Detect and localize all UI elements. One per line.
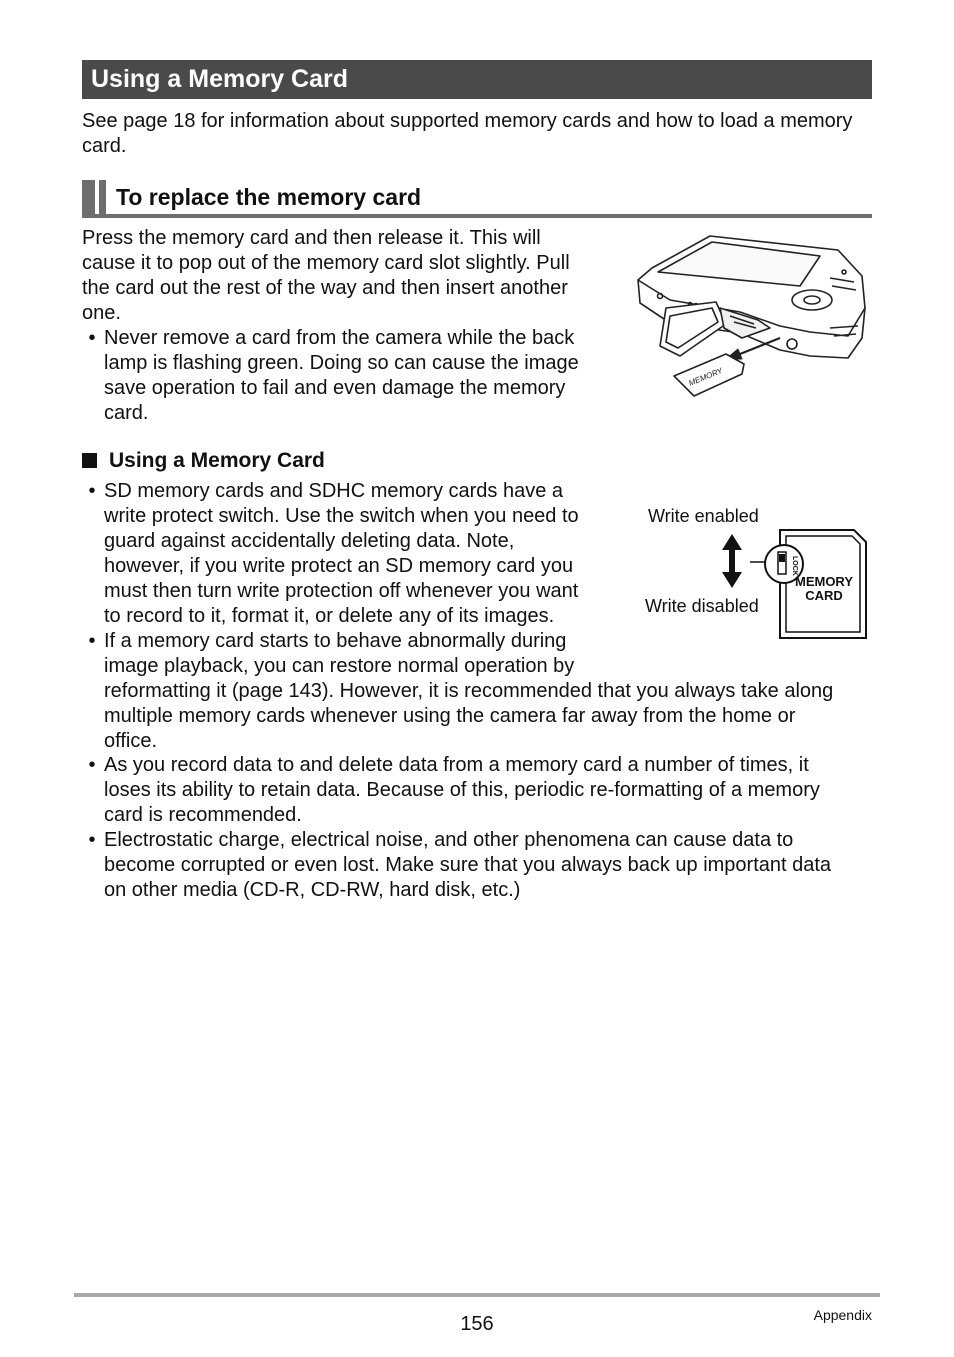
text-line: become corrupted or even lost. Make sure that you always back up important data — [104, 854, 832, 876]
subsection-title: To replace the memory card — [116, 184, 422, 210]
replace-paragraph — [82, 226, 607, 326]
bullet-item — [82, 479, 612, 631]
bullet-item — [82, 753, 872, 829]
text-line: the card out the rest of the way and then insert another — [82, 277, 568, 299]
section-title-bar — [82, 60, 872, 99]
text-line: reformatting it (page 143). However, it is recommended that you always take along — [104, 680, 834, 702]
write-disabled-label: Write disabled — [645, 596, 759, 616]
heading-marker-bar — [99, 180, 106, 215]
text-line: on other media (CD-R, CD-RW, hard disk, etc.) — [104, 879, 521, 901]
bullet-marker: • — [88, 480, 96, 502]
text-line: As you record data to and delete data from a memory card a number of times, it — [104, 754, 809, 776]
text-line: must then turn write protection off whenever you want — [104, 580, 579, 602]
intro-paragraph: See page 18 for information about supported memory cards and how to load a memory card. — [82, 110, 853, 157]
card-label: MEMORY — [687, 366, 724, 388]
bullet-marker: • — [88, 829, 96, 851]
usage-heading — [82, 448, 325, 474]
text-line: multiple memory cards whenever using the camera far away from the home or — [104, 705, 796, 727]
lock-label: LOCK — [791, 556, 798, 576]
card-label-line1: MEMORY — [794, 574, 854, 589]
text-line: If a memory card starts to behave abnormally during — [104, 630, 567, 652]
text-line: card. — [104, 402, 149, 424]
text-line: card is recommended. — [104, 804, 302, 826]
heading-marker-bar — [82, 180, 95, 215]
text-line: however, if you write protect an SD memory card you — [104, 555, 574, 577]
text-line: save operation to fail and even damage the memory — [104, 377, 566, 399]
text-line: write protect switch. Use the switch when you need to — [104, 505, 579, 527]
card-label-line2: CARD — [805, 588, 843, 603]
page-number: 156 — [460, 1313, 494, 1335]
text-line: one. — [82, 302, 121, 324]
text-line: guard against accidentally deleting data. Note, — [104, 530, 515, 552]
square-bullet-icon — [82, 453, 97, 468]
text-line: to record to it, format it, or delete any of its images. — [104, 605, 555, 627]
double-arrow-icon — [722, 534, 742, 588]
text-line: cause it to pop out of the memory card slot slightly. Pull — [82, 252, 570, 274]
text-line: Never remove a card from the camera while the back — [104, 327, 575, 349]
bullet-item — [82, 629, 872, 755]
footer-section-name: Appendix — [813, 1307, 872, 1323]
write-enabled-label: Write enabled — [648, 506, 759, 526]
footer-divider — [74, 1293, 880, 1297]
text-line: image playback, you can restore normal operation by — [104, 655, 575, 677]
text-line: SD memory cards and SDHC memory cards have a — [104, 480, 564, 502]
text-line: Press the memory card and then release it. This will — [82, 227, 541, 249]
text-line: loses its ability to retain data. Because of this, periodic re-formatting of a memory — [104, 779, 820, 801]
text-line: office. — [104, 730, 157, 752]
camera-card-illustration — [630, 228, 875, 398]
bullet-marker: • — [88, 630, 96, 652]
text-line: lamp is flashing green. Doing so can cause the image — [104, 352, 579, 374]
bullet-item — [82, 828, 872, 904]
bullet-marker: • — [88, 754, 96, 776]
subsection-heading — [82, 180, 872, 218]
heading-underline — [82, 214, 872, 218]
section-title: Using a Memory Card — [91, 65, 349, 93]
usage-heading-text: Using a Memory Card — [109, 449, 325, 472]
bullet-item — [82, 326, 612, 426]
text-line: Electrostatic charge, electrical noise, and other phenomena can cause data to — [104, 829, 794, 851]
sd-card-diagram — [716, 524, 872, 644]
bullet-marker: • — [88, 327, 96, 349]
